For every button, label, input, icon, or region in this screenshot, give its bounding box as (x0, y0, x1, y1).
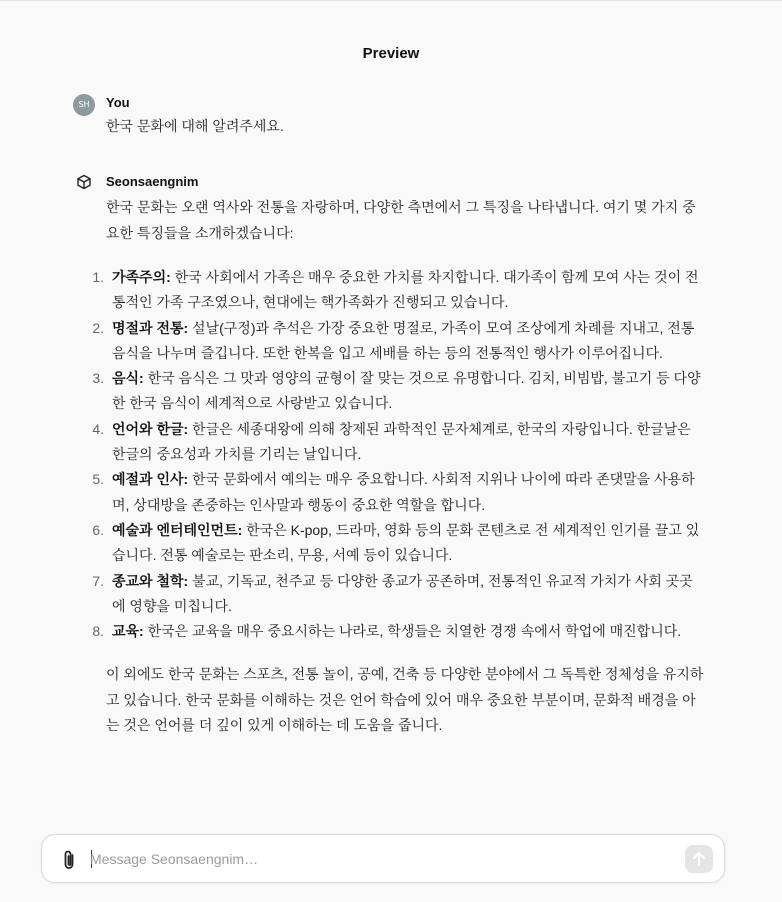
numbered-list (92, 265, 704, 644)
list-item-text: 한국은 K-pop, 드라마, 영화 등의 문화 콘텐츠로 전 세계적인 인기를 끌고 있습니다. 전통 예술로는 판소리, 무용, 서예 등이 있습니다. (112, 521, 700, 564)
page-title: Preview (362, 45, 420, 62)
list-number: 1. (92, 269, 104, 285)
list-item (92, 366, 704, 417)
list-item-title: 명절과 전통: (112, 319, 189, 336)
message-author: Seonsaengnim (106, 174, 199, 189)
list-item (92, 265, 704, 316)
list-number: 8. (92, 623, 104, 640)
list-item-text: 한국 문화에서 예의는 매우 중요합니다. 사회적 지위나 나이에 따라 존댓말을 사용하며, 상대방을 존중하는 인사말과 행동이 중요한 역할을 합니다. (112, 471, 695, 513)
list-number: 6. (92, 521, 104, 538)
list-item-text: 한국 음식은 그 맛과 영양의 균형이 잘 맞는 것으로 유명합니다. 김치, 비빔밥, 불고기 등 다양한 한국 음식이 세계적으로 사랑받고 있습니다. (112, 370, 701, 412)
list-item-text: 한국 사회에서 가족은 매우 중요한 가치를 차지합니다. 대가족이 함께 모여 사는 것이 전통적인 가족 구조였으나, 현대에는 핵가족화가 진행되고 있습니다. (112, 269, 699, 311)
list-item-title: 언어와 한글: (112, 420, 189, 437)
list-item (92, 467, 704, 518)
list-item-title: 가족주의: (112, 269, 171, 285)
list-item (92, 518, 704, 569)
list-item-title: 종교와 철학: (112, 572, 189, 589)
message-composer (41, 834, 725, 883)
message-outro: 이 외에도 한국 문화는 스포츠, 전통 놀이, 공예, 건축 등 다양한 분야에서 그 독특한 정체성을 유지하고 있습니다. 한국 문화를 이해하는 것은 언어 학습에 있어 매우 중요한 부분이며, 문화적 배경을 아는 것은 언어를 더 깊이 있게 이해하는 데 도움을 줍니다. (106, 666, 704, 734)
message-intro: 한국 문화는 오랜 역사와 전통을 자랑하며, 다양한 측면에서 그 특징을 나타냅니다. 여기 몇 가지 중요한 특징들을 소개하겠습니다: (106, 199, 696, 241)
message-input[interactable] (90, 846, 670, 872)
message-text: 한국 문화에 대해 알려주세요. (106, 118, 284, 134)
avatar: SH (73, 94, 95, 116)
list-number: 5. (92, 471, 104, 488)
cube-icon (76, 174, 92, 190)
list-item (92, 417, 704, 468)
list-item-text: 불교, 기독교, 천주교 등 다양한 종교가 공존하며, 전통적인 유교적 가치가 사회 곳곳에 영향을 미칩니다. (112, 572, 693, 614)
arrow-up-icon (692, 851, 706, 867)
list-number: 3. (92, 370, 104, 387)
list-item-title: 음식: (112, 370, 144, 387)
send-button[interactable] (685, 845, 713, 873)
list-item-title: 예절과 인사: (112, 471, 189, 488)
list-item (92, 316, 704, 367)
paperclip-icon[interactable] (60, 849, 78, 871)
list-item-title: 예술과 엔터테인먼트: (112, 521, 243, 538)
list-item (92, 569, 704, 620)
list-item-title: 교육: (112, 623, 144, 640)
message-author: You (106, 95, 130, 110)
message-body (92, 194, 704, 739)
list-item-text: 설날(구정)과 추석은 가장 중요한 명절로, 가족이 모여 조상에게 차례를 지내고, 전통 음식을 나누며 즐깁니다. 또한 한복을 입고 세배를 하는 등의 전통적인 행사가 이루어집니다. (112, 319, 695, 361)
list-item (92, 619, 704, 644)
list-item-text: 한글은 세종대왕에 의해 창제된 과학적인 문자체계로, 한국의 자랑입니다. 한글날은 한글의 중요성과 가치를 기리는 날입니다. (112, 420, 691, 463)
list-item-text: 한국은 교육을 매우 중요시하는 나라로, 학생들은 치열한 경쟁 속에서 학업에 매진합니다. (143, 623, 682, 640)
list-number: 4. (92, 420, 104, 437)
list-number: 7. (92, 572, 104, 589)
list-number: 2. (92, 319, 104, 336)
